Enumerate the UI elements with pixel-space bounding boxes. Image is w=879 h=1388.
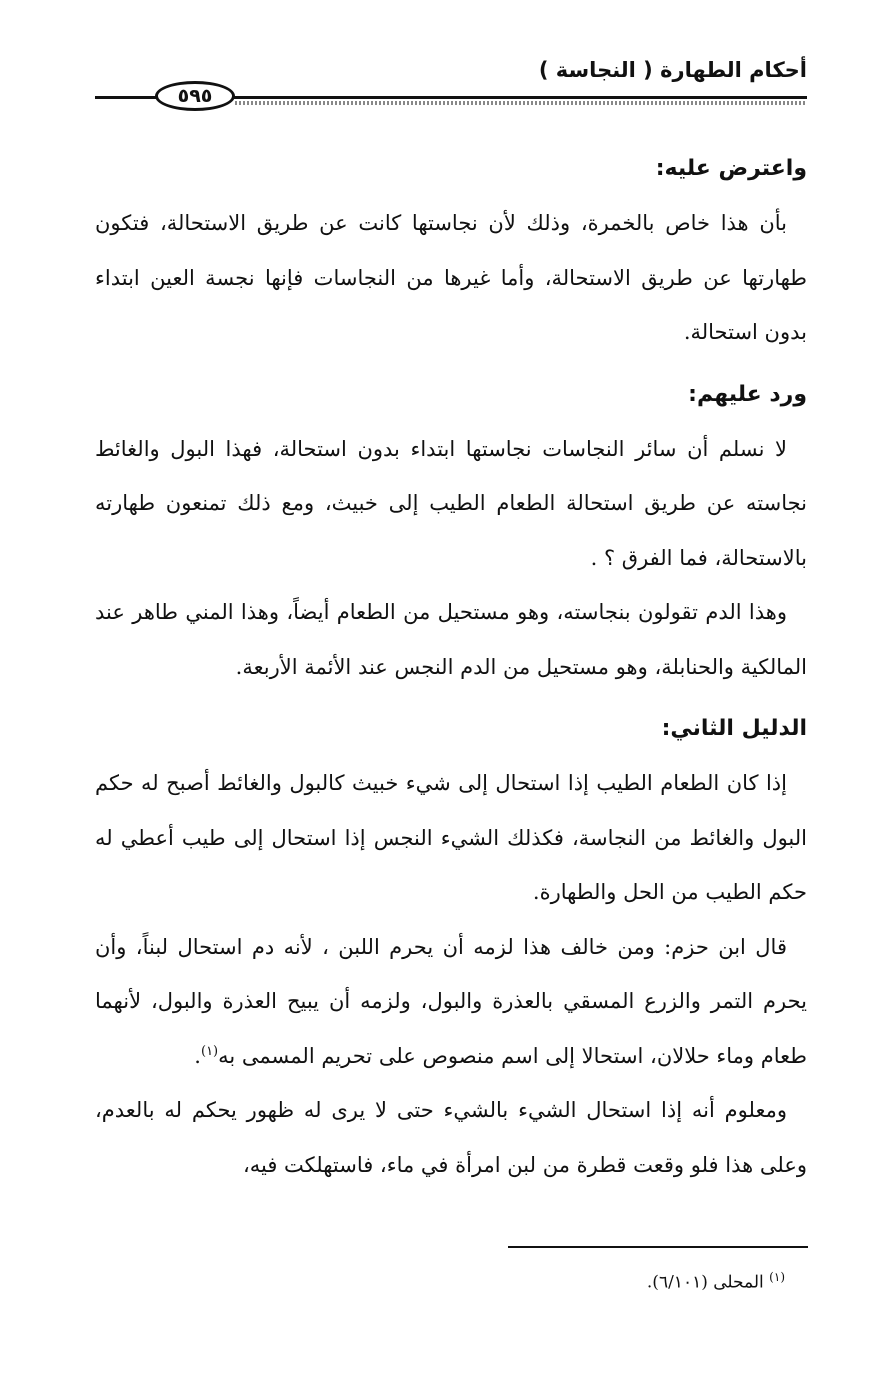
footnote-reference[interactable]: (١) xyxy=(200,1043,219,1059)
footnote-marker: (١) xyxy=(769,1270,785,1284)
main-text xyxy=(95,142,807,1192)
page-header xyxy=(95,58,807,108)
paragraph: إذا كان الطعام الطيب إذا استحال إلى شيء خبيث كالبول والغائط أصبح له حكم البول والغائط من النجاسة، فكذلك الشيء النجس إذا استحال إلى طيب أعطي له حكم الطيب من الحل والطهارة. xyxy=(95,771,807,904)
page-number: ٥٩٥ xyxy=(155,81,235,111)
footnote-separator xyxy=(508,1246,808,1248)
section-heading: ورد عليهم: xyxy=(688,381,807,407)
paragraph: لا نسلم أن سائر النجاسات نجاستها ابتداء بدون استحالة، فهذا البول والغائط نجاسته عن طريق استحالة الطعام الطيب إلى خبيث، ومع ذلك تمنعون طهارته بالاستحالة، فما الفرق ؟ . xyxy=(95,436,807,570)
running-title: أحكام الطهارة ( النجاسة ) xyxy=(538,58,807,82)
spacer xyxy=(95,360,807,368)
paragraph-text: قال ابن حزم: ومن خالف هذا لزمه أن يحرم اللبن ، لأنه دم استحال لبناً، وأن يحرم التمر والزرع المسقي بالعذرة والبول، ولزمه أن يبيح العذرة والبول، لأنهما طعام وماء حلالان، استحالا إلى اسم منصوص على تحريم المسمى به xyxy=(95,934,807,1068)
section-heading: واعترض عليه: xyxy=(655,156,807,181)
header-rule-ornament xyxy=(235,101,807,105)
spacer xyxy=(95,694,807,702)
paragraph-with-citation xyxy=(95,920,807,1084)
paragraph: بأن هذا خاص بالخمرة، وذلك لأن نجاستها كانت عن طريق الاستحالة، فتكون طهارتها عن طريق الاستحالة، وأما غيرها من النجاسات فإنها نجسة العين ابتداء بدون استحالة. xyxy=(95,211,807,344)
footnote xyxy=(95,1270,785,1293)
footnote-text: المحلى (٦/١٠١). xyxy=(646,1272,764,1293)
paragraph: وهذا الدم تقولون بنجاسته، وهو مستحيل من الطعام أيضاً، وهذا المني طاهر عند المالكية والحنابلة، وهو مستحيل من الدم النجس عند الأئمة الأربعة. xyxy=(95,600,807,679)
section-heading: الدليل الثاني: xyxy=(661,716,807,741)
paragraph-end-punctuation: . xyxy=(194,1043,201,1068)
paragraph: ومعلوم أنه إذا استحال الشيء بالشيء حتى لا يرى له ظهور يحكم له بالعدم، وعلى هذا فلو وقعت قطرة من لبن امرأة في ماء، فاستهلكت فيه، xyxy=(95,1098,807,1177)
